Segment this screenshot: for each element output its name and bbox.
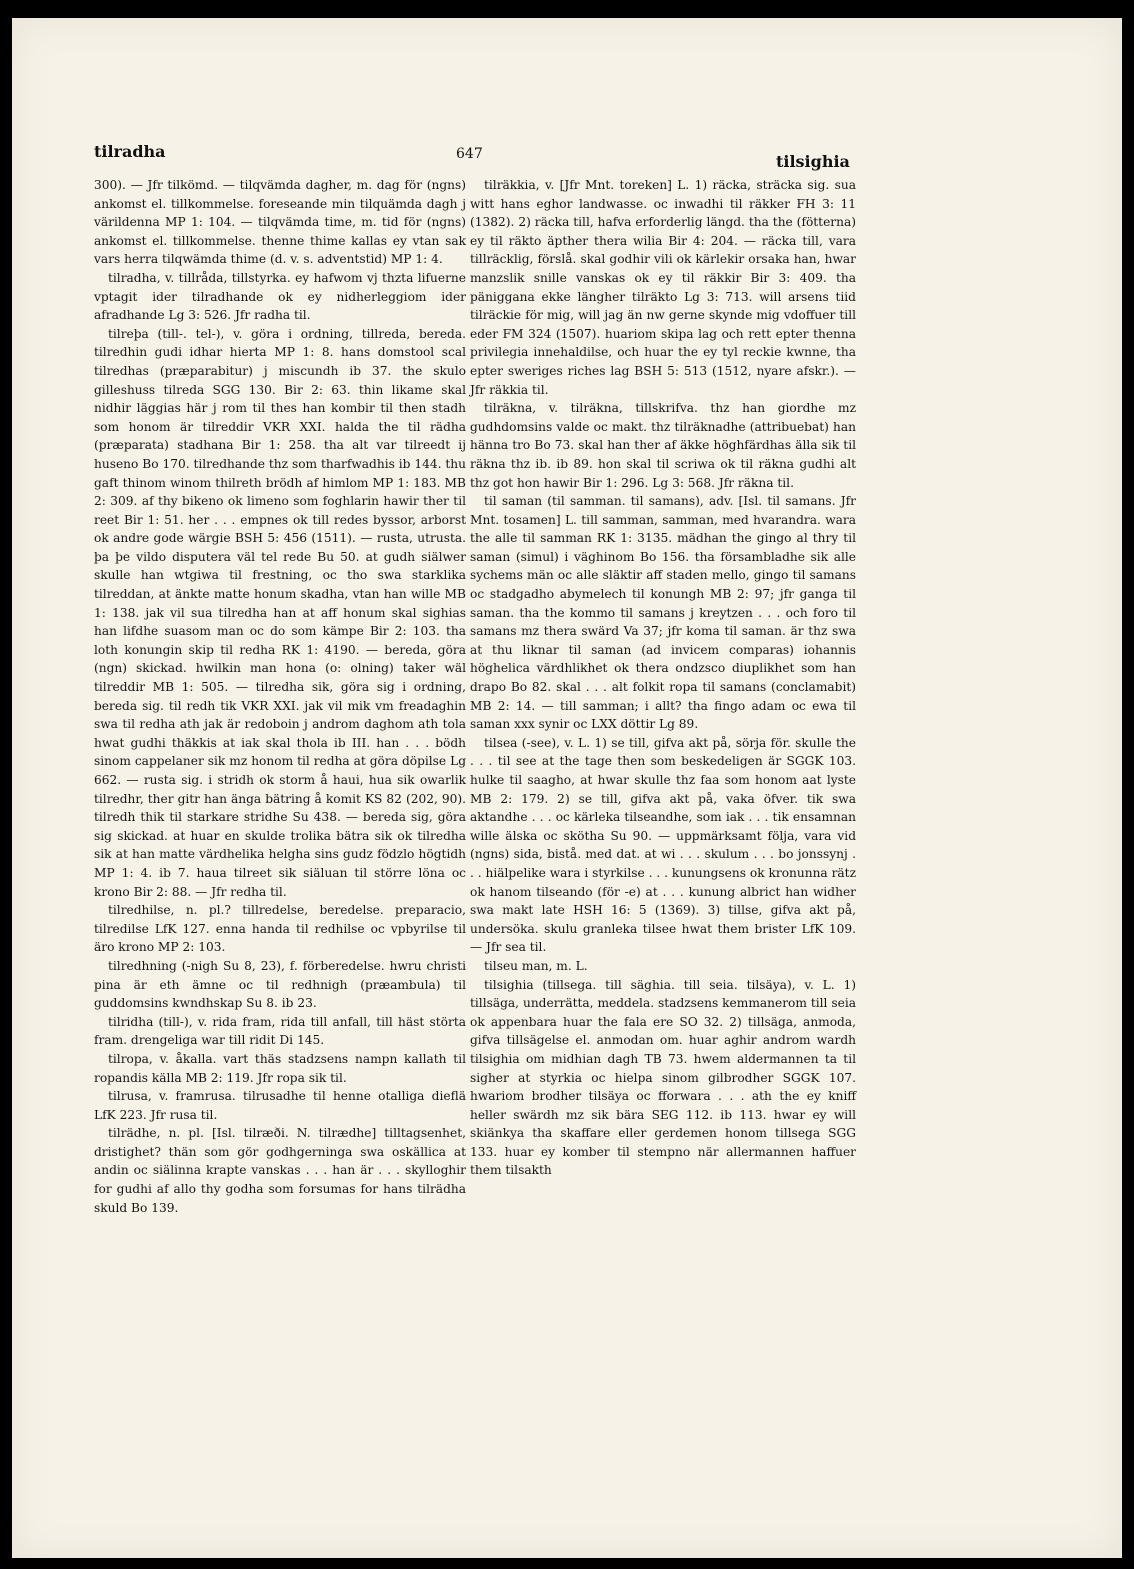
entry-paragraph: tilradha, v. tillråda, tillstyrka. ey hafwom vj thzta lifuerne vptagit ider tilradhande ok ey nidherleggiom ider afradhande Lg 3: 526. Jfr radha til. — [94, 270, 466, 323]
running-head-right: tilsighia — [776, 152, 850, 171]
entry-paragraph: tilreþa (till-. tel-), v. göra i ordning, tillreda, bereda. tilredhin gudi idhar hierta MP 1: 8. hans domstool scal tilredhas (præparabitur) j miscundh ib 37. the skulo gilleshuss tilreda SGG 130. Bir 2: 63. thin likame skal nidhir läggias här j rom til thes han kombir til then stadh som honom är tilreddir VKR XXI. halda the til rädha (præparata) stadhana Bir 1: 258. tha alt var tilreedt ij huseno Bo 170. tilredhande thz som tharfwadhis ib 144. thu gaft thinom winom thilreth brödh af himlom MP 1: 183. MB 2: 309. af thy bikeno ok limeno som foghlarin hawir ther til reet Bir 1: 51. her . . . empnes ok till redes byssor, arborst ok andre gode wärgie BSH 5: 456 (1511). — rusta, utrusta. þa þe vildo disputera väl tel rede Bu 50. at gudh siälwer skulle han wtgiwa til frestning, oc tho swa starklika tilreddan, at änkte matte honum skadha, vtan han wille MB 1: 138. jak vil sua tilredha han at aff honum skal sighias han lifdhe suasom man oc do som kämpe Bir 2: 103. tha loth konungin skip til redha RK 1: 4190. — bereda, göra (ngn) skickad. hwilkin man hona (o: olning) taker wäl tilreddir MB 1: 505. — tilredha sik, göra sig i ordning, bereda sig. til redh tik VKR XXI. jak vil mik vm freadaghin swa til redha ath jak är redoboin j androm daghom ath tola hwat gudhi thäkkis at iak skal thola ib III. han . . . bödh sinom cappelaner sik mz honom til redha at göra döpilse Lg 662. — rusta sig. i stridh ok storm å haui, hua sik owarlik tilredhr, ther gitr han änga bätring å komit KS 82 (202, 90). tilredh thik til starkare stridhe Su 438. — bereda sig, göra sig skickad. at huar en skulde trolika bätra sik ok tilredha sik at han matte värdhelika helgha sins gudz födzlo högtidh MP 1: 4. ib 7. haua tilreet sik siäluan til större löna oc krono Bir 2: 88. — Jfr redha til. — [94, 326, 466, 899]
entry-paragraph: tilräkkia, v. [Jfr Mnt. toreken] L. 1) räcka, sträcka sig. sua witt hans eghor landwasse. oc inwadhi til räkker FH 3: 11 (1382). 2) räcka till, hafva erforderlig längd. tha the (fötterna) ey til räkto äpther thera wilia Bir 4: 204. — räcka till, vara tillräcklig, förslå. skal godhir vili ok kärlekir orsaka han, hwar manzslik snille vanskas ok ey til räkkir Bir 3: 409. tha päniggana ekke längher tilräkto Lg 3: 713. will arsens tiid tilräckie för mig, will jag än nw gerne skynde mig vdoffuer till eder FM 324 (1507). huariom skipa lag och rett epter thenna privilegia innehaldilse, och huar the ey tyl reckie kwnne, tha epter sweriges riches lag BSH 5: 513 (1512, nyare afskr.). — Jfr räkkia til. — [470, 178, 856, 397]
entry-paragraph: tilräkna, v. tilräkna, tillskrifva. thz han giordhe mz gudhdomsins valde oc makt. thz tilräknadhe (attribuebat) han hänna tro Bo 73. skal han ther af äkke höghfärdhas älla sik til räkna thz ib. ib 89. hon skal til scriwa ok til räkna gudhi alt thz got hon hawir Bir 1: 296. Lg 3: 568. Jfr räkna til. — [470, 401, 856, 490]
running-head-left: tilradha — [94, 142, 166, 161]
entry-paragraph: tilropa, v. åkalla. vart thäs stadzsens nampn kallath til ropandis källa MB 2: 119. Jfr ropa sik til. — [94, 1051, 466, 1085]
entry-paragraph: tilredhning (-nigh Su 8, 23), f. förberedelse. hwru christi pina är eth ämne oc til redhnigh (præambula) til guddomsins kwndhskap Su 8. ib 23. — [94, 958, 466, 1011]
entry-paragraph: tilsighia (tillsega. till säghia. till seia. tilsäya), v. L. 1) tillsäga, underrätta, meddela. stadzsens kemmanerom till seia ok appenbara huar the fala ere SO 32. 2) tillsäga, anmoda, gifva tillsägelse el. anmodan om. huar aghir androm wardh tilsighia om midhian dagh TB 73. hwem aldermannen ta til sigher at styrkia oc hielpa sinom gilbrodher SGGK 107. hwariom brodher tilsäya oc fforwara . . . ath the ey kniff heller swärdh mz sik bära SEG 112. ib 113. hwar ey will skiänkya tha skaffare eller gerdemen honom tillsega SGG 133. huar ey komber til stempno när allermannen haffuer them tilsakth — [470, 977, 856, 1178]
entry-paragraph: tilredhilse, n. pl.? tillredelse, beredelse. preparacio, tilredilse LfK 127. enna handa til redhilse oc vpbyrilse til äro krono MP 2: 103. — [94, 903, 466, 955]
entry-paragraph: tilridha (till-), v. rida fram, rida till anfall, till häst störta fram. drengeliga war till ridit Di 145. — [94, 1014, 466, 1048]
entry-paragraph: 300). — Jfr tilkömd. — tilqvämda dagher, m. dag för (ngns) ankomst el. tillkommelse. foreseande min tilquämda dagh j värildenna MP 1: 104. — tilqvämda time, m. tid för (ngns) ankomst el. tillkommelse. thenne thime kallas ey vtan sak vars herra tilqwämda thime (d. v. s. adventstid) MP 1: 4. — [94, 178, 466, 267]
entry-paragraph: tilsea (-see), v. L. 1) se till, gifva akt på, sörja för. skulle the . . . til see at the tage then som beskedeligen är SGGK 103. hulke til saagho, at hwar skulle thz faa som honom aat lyste MB 2: 179. 2) se till, gifva akt på, vaka öfver. tik swa aktandhe . . . oc kärleka tilseandhe, som iak . . . tik ensamnan wille älska oc skötha Su 90. — uppmärksamt följa, vara vid (ngns) sida, bistå. med dat. at wi . . . skulum . . . bo jonssynj . . . hiälpelike wara i styrkilse . . . kunungsens ok kronunna rätz ok hanom tilseando (för -e) at . . . kunung albrict han widher swa makt late HSH 16: 5 (1369). 3) tillse, gifva akt på, undersöka. skulu granleka tilsee hwat them brister LfK 109. — Jfr sea til. — [470, 735, 856, 955]
entry-paragraph: tilrädhe, n. pl. [Isl. tilræði. N. tilrædhe] tilltagsenhet, dristighet? thän som gör godhgerninga swa oskällica at andin oc siälinna krapte vanskas . . . han är . . . skylloghir for gudhi af allo thy godha som forsumas for hans tilrädha skuld Bo 139. — [94, 1126, 466, 1215]
right-column — [470, 176, 856, 1180]
entry-paragraph: tilrusa, v. framrusa. tilrusadhe til henne otalliga dieflä LfK 223. Jfr rusa til. — [94, 1089, 466, 1122]
page-number: 647 — [456, 146, 483, 162]
left-column — [94, 176, 466, 1217]
entry-paragraph: til saman (til samman. til samans), adv. [Isl. til samans. Jfr Mnt. tosamen] L. till samman, samman, med hvarandra. wara the alle til samman RK 1: 3135. mädhan the gingo al thry til saman (simul) i väghinom Bo 156. tha försambladhe sik alle sychems män oc alle släktir aff staden mello, gingo til samans oc stadgadho abymelech til konungh MB 2: 97; jfr ganga til saman. tha the kommo til samans j kreytzen . . . och foro til samans mz thera swärd Va 37; jfr koma til saman. är thz swa at thu liknar til saman (ad invicem comparas) iohannis höghelica värdhlikhet ok thera ondzsco diuplikhet som han drapo Bo 82. skal . . . alt folkit ropa til samans (conclamabit) MB 2: 14. — till samman; i allt? tha fingo adam oc ewa til saman xxx synir oc LXX döttir Lg 89. — [470, 494, 856, 732]
entry-paragraph: tilseu man, m. L. — [484, 958, 588, 973]
